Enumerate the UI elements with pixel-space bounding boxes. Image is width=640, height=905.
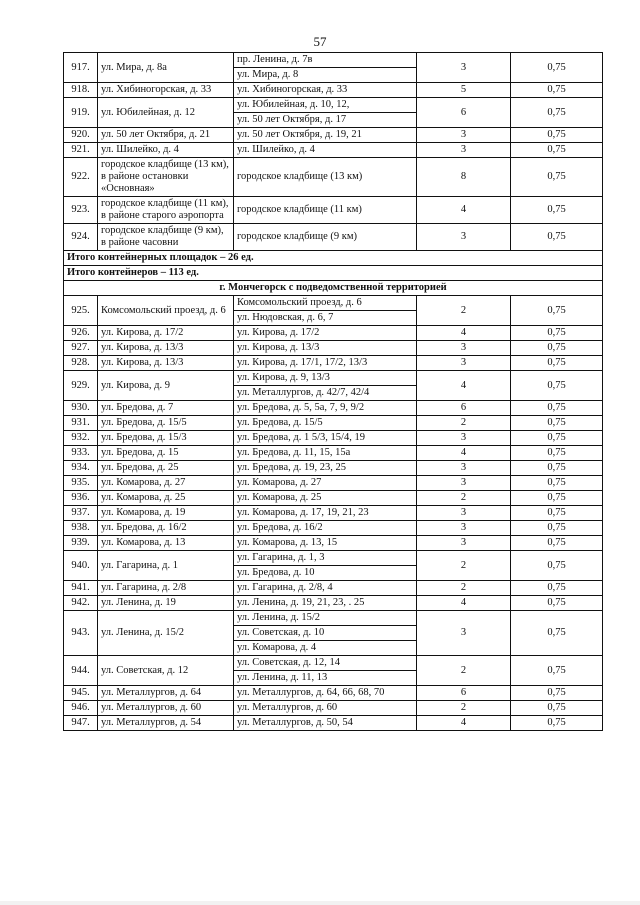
site-location: ул. Металлургов, д. 60 <box>98 701 234 716</box>
category-title: г. Мончегорск с подведомственной территорией <box>64 281 603 296</box>
row-number: 919. <box>64 98 98 128</box>
served-address: ул. Бредова, д. 10 <box>234 566 417 581</box>
container-count: 3 <box>417 143 511 158</box>
row-number: 944. <box>64 656 98 686</box>
served-address: городское кладбище (13 км) <box>234 158 417 197</box>
table-row <box>64 143 603 158</box>
container-count: 3 <box>417 224 511 251</box>
table-row <box>64 536 603 551</box>
container-volume: 0,75 <box>511 371 603 401</box>
container-volume: 0,75 <box>511 521 603 536</box>
container-volume: 0,75 <box>511 701 603 716</box>
container-volume: 0,75 <box>511 431 603 446</box>
row-number: 936. <box>64 491 98 506</box>
row-number: 917. <box>64 53 98 83</box>
container-volume: 0,75 <box>511 326 603 341</box>
container-count: 4 <box>417 371 511 401</box>
container-count: 4 <box>417 197 511 224</box>
served-address: ул. Мира, д. 8 <box>234 68 417 83</box>
served-address: ул. Металлургов, д. 60 <box>234 701 417 716</box>
served-address: ул. Комарова, д. 27 <box>234 476 417 491</box>
table-row <box>64 656 603 671</box>
container-volume: 0,75 <box>511 506 603 521</box>
row-number: 918. <box>64 83 98 98</box>
container-volume: 0,75 <box>511 401 603 416</box>
row-number: 945. <box>64 686 98 701</box>
site-location: ул. Гагарина, д. 1 <box>98 551 234 581</box>
site-location: ул. Ленина, д. 19 <box>98 596 234 611</box>
site-location: ул. Ленина, д. 15/2 <box>98 611 234 656</box>
served-address: ул. Гагарина, д. 2/8, 4 <box>234 581 417 596</box>
container-count: 8 <box>417 158 511 197</box>
container-count: 2 <box>417 701 511 716</box>
served-address: ул. Металлургов, д. 42/7, 42/4 <box>234 386 417 401</box>
site-location: ул. Металлургов, д. 64 <box>98 686 234 701</box>
site-location: ул. Шилейко, д. 4 <box>98 143 234 158</box>
row-number: 941. <box>64 581 98 596</box>
container-volume: 0,75 <box>511 491 603 506</box>
container-count: 4 <box>417 596 511 611</box>
table-row <box>64 326 603 341</box>
row-number: 935. <box>64 476 98 491</box>
served-address: ул. Бредова, д. 16/2 <box>234 521 417 536</box>
row-number: 934. <box>64 461 98 476</box>
row-number: 927. <box>64 341 98 356</box>
row-number: 940. <box>64 551 98 581</box>
container-count: 2 <box>417 656 511 686</box>
table-row <box>64 611 603 626</box>
subtotal-text: Итого контейнеров – 113 ед. <box>64 266 603 281</box>
served-address: ул. 50 лет Октября, д. 19, 21 <box>234 128 417 143</box>
site-location: ул. Юбилейная, д. 12 <box>98 98 234 128</box>
container-volume: 0,75 <box>511 476 603 491</box>
site-location: ул. Хибиногорская, д. 33 <box>98 83 234 98</box>
served-address: ул. Бредова, д. 1 5/3, 15/4, 19 <box>234 431 417 446</box>
container-volume: 0,75 <box>511 158 603 197</box>
row-number: 920. <box>64 128 98 143</box>
subtotal-text: Итого контейнерных площадок – 26 ед. <box>64 251 603 266</box>
site-location: ул. Советская, д. 12 <box>98 656 234 686</box>
container-count: 3 <box>417 341 511 356</box>
table-row <box>64 371 603 386</box>
site-location: ул. Кирова, д. 13/3 <box>98 356 234 371</box>
served-address: ул. Бредова, д. 11, 15, 15а <box>234 446 417 461</box>
row-number: 947. <box>64 716 98 731</box>
served-address: пр. Ленина, д. 7в <box>234 53 417 68</box>
row-number: 926. <box>64 326 98 341</box>
served-address: ул. Кирова, д. 17/1, 17/2, 13/3 <box>234 356 417 371</box>
container-count: 4 <box>417 446 511 461</box>
container-count: 6 <box>417 98 511 128</box>
container-count: 3 <box>417 461 511 476</box>
served-address: городское кладбище (9 км) <box>234 224 417 251</box>
container-count: 3 <box>417 356 511 371</box>
table-row <box>64 686 603 701</box>
container-volume: 0,75 <box>511 461 603 476</box>
site-location: ул. Мира, д. 8а <box>98 53 234 83</box>
container-volume: 0,75 <box>511 611 603 656</box>
row-number: 946. <box>64 701 98 716</box>
container-count: 6 <box>417 686 511 701</box>
row-number: 943. <box>64 611 98 656</box>
served-address: ул. Хибиногорская, д. 33 <box>234 83 417 98</box>
site-location: ул. Комарова, д. 13 <box>98 536 234 551</box>
site-location: ул. Кирова, д. 13/3 <box>98 341 234 356</box>
container-count: 3 <box>417 536 511 551</box>
table-row <box>64 476 603 491</box>
container-count: 3 <box>417 128 511 143</box>
scan-edge <box>0 901 640 905</box>
site-location: городское кладбище (13 км), в районе остановки «Основная» <box>98 158 234 197</box>
served-address: ул. Нюдовская, д. 6, 7 <box>234 311 417 326</box>
container-count: 3 <box>417 431 511 446</box>
row-number: 938. <box>64 521 98 536</box>
container-volume: 0,75 <box>511 596 603 611</box>
container-count: 5 <box>417 83 511 98</box>
container-count: 2 <box>417 416 511 431</box>
container-volume: 0,75 <box>511 197 603 224</box>
served-address: ул. Шилейко, д. 4 <box>234 143 417 158</box>
container-count: 2 <box>417 581 511 596</box>
site-location: ул. Металлургов, д. 54 <box>98 716 234 731</box>
container-count: 4 <box>417 326 511 341</box>
subtotal-row <box>64 251 603 266</box>
row-number: 925. <box>64 296 98 326</box>
served-address: ул. Бредова, д. 15/5 <box>234 416 417 431</box>
table-row <box>64 716 603 731</box>
site-location: ул. Кирова, д. 9 <box>98 371 234 401</box>
container-volume: 0,75 <box>511 53 603 83</box>
table-row <box>64 296 603 311</box>
table-row <box>64 128 603 143</box>
container-volume: 0,75 <box>511 716 603 731</box>
site-location: ул. Бредова, д. 15/3 <box>98 431 234 446</box>
container-count: 3 <box>417 476 511 491</box>
site-location: ул. Комарова, д. 19 <box>98 506 234 521</box>
row-number: 929. <box>64 371 98 401</box>
served-address: ул. 50 лет Октября, д. 17 <box>234 113 417 128</box>
table-row <box>64 416 603 431</box>
table-row <box>64 491 603 506</box>
site-location: городское кладбище (9 км), в районе часовни <box>98 224 234 251</box>
row-number: 930. <box>64 401 98 416</box>
category-row <box>64 281 603 296</box>
served-address: ул. Ленина, д. 11, 13 <box>234 671 417 686</box>
page-number: 57 <box>313 34 327 49</box>
served-address: ул. Советская, д. 12, 14 <box>234 656 417 671</box>
container-count: 3 <box>417 506 511 521</box>
row-number: 924. <box>64 224 98 251</box>
table-row <box>64 158 603 197</box>
served-address: ул. Кирова, д. 17/2 <box>234 326 417 341</box>
served-address: ул. Бредова, д. 5, 5а, 7, 9, 9/2 <box>234 401 417 416</box>
container-volume: 0,75 <box>511 341 603 356</box>
table-body <box>64 53 603 731</box>
served-address: ул. Кирова, д. 9, 13/3 <box>234 371 417 386</box>
table-row <box>64 506 603 521</box>
table-row <box>64 701 603 716</box>
container-volume: 0,75 <box>511 536 603 551</box>
container-volume: 0,75 <box>511 98 603 128</box>
site-location: Комсомольский проезд, д. 6 <box>98 296 234 326</box>
row-number: 921. <box>64 143 98 158</box>
served-address: ул. Гагарина, д. 1, 3 <box>234 551 417 566</box>
table-row <box>64 224 603 251</box>
table-row <box>64 401 603 416</box>
container-volume: 0,75 <box>511 446 603 461</box>
served-address: ул. Комарова, д. 13, 15 <box>234 536 417 551</box>
container-sites-table <box>63 52 603 731</box>
site-location: ул. Бредова, д. 25 <box>98 461 234 476</box>
served-address: ул. Комарова, д. 25 <box>234 491 417 506</box>
table-row <box>64 581 603 596</box>
served-address: ул. Юбилейная, д. 10, 12, <box>234 98 417 113</box>
site-location: ул. Бредова, д. 7 <box>98 401 234 416</box>
site-location: ул. Кирова, д. 17/2 <box>98 326 234 341</box>
row-number: 923. <box>64 197 98 224</box>
table-row <box>64 341 603 356</box>
served-address: ул. Металлургов, д. 64, 66, 68, 70 <box>234 686 417 701</box>
row-number: 932. <box>64 431 98 446</box>
container-volume: 0,75 <box>511 224 603 251</box>
container-volume: 0,75 <box>511 83 603 98</box>
site-location: ул. Комарова, д. 25 <box>98 491 234 506</box>
site-location: ул. 50 лет Октября, д. 21 <box>98 128 234 143</box>
container-count: 6 <box>417 401 511 416</box>
site-location: городское кладбище (11 км), в районе старого аэропорта <box>98 197 234 224</box>
container-volume: 0,75 <box>511 551 603 581</box>
site-location: ул. Бредова, д. 15 <box>98 446 234 461</box>
container-volume: 0,75 <box>511 143 603 158</box>
served-address: ул. Кирова, д. 13/3 <box>234 341 417 356</box>
site-location: ул. Бредова, д. 15/5 <box>98 416 234 431</box>
table-row <box>64 431 603 446</box>
served-address: ул. Комарова, д. 4 <box>234 641 417 656</box>
container-count: 2 <box>417 491 511 506</box>
container-count: 4 <box>417 716 511 731</box>
container-count: 2 <box>417 551 511 581</box>
container-volume: 0,75 <box>511 656 603 686</box>
row-number: 928. <box>64 356 98 371</box>
table-row <box>64 356 603 371</box>
container-volume: 0,75 <box>511 416 603 431</box>
container-volume: 0,75 <box>511 128 603 143</box>
table-row <box>64 461 603 476</box>
site-location: ул. Гагарина, д. 2/8 <box>98 581 234 596</box>
container-volume: 0,75 <box>511 581 603 596</box>
table-row <box>64 596 603 611</box>
table-row <box>64 53 603 68</box>
container-count: 3 <box>417 53 511 83</box>
table-row <box>64 83 603 98</box>
served-address: ул. Металлургов, д. 50, 54 <box>234 716 417 731</box>
table-row <box>64 197 603 224</box>
table-row <box>64 521 603 536</box>
row-number: 931. <box>64 416 98 431</box>
container-volume: 0,75 <box>511 356 603 371</box>
served-address: ул. Ленина, д. 15/2 <box>234 611 417 626</box>
served-address: ул. Комарова, д. 17, 19, 21, 23 <box>234 506 417 521</box>
container-count: 3 <box>417 521 511 536</box>
row-number: 933. <box>64 446 98 461</box>
row-number: 939. <box>64 536 98 551</box>
served-address: городское кладбище (11 км) <box>234 197 417 224</box>
served-address: ул. Бредова, д. 19, 23, 25 <box>234 461 417 476</box>
site-location: ул. Комарова, д. 27 <box>98 476 234 491</box>
container-volume: 0,75 <box>511 686 603 701</box>
served-address: Комсомольский проезд, д. 6 <box>234 296 417 311</box>
table-row <box>64 446 603 461</box>
container-volume: 0,75 <box>511 296 603 326</box>
container-count: 3 <box>417 611 511 656</box>
served-address: ул. Советская, д. 10 <box>234 626 417 641</box>
served-address: ул. Ленина, д. 19, 21, 23, . 25 <box>234 596 417 611</box>
subtotal-row <box>64 266 603 281</box>
row-number: 922. <box>64 158 98 197</box>
table-row <box>64 551 603 566</box>
container-count: 2 <box>417 296 511 326</box>
table-row <box>64 98 603 113</box>
row-number: 937. <box>64 506 98 521</box>
row-number: 942. <box>64 596 98 611</box>
site-location: ул. Бредова, д. 16/2 <box>98 521 234 536</box>
